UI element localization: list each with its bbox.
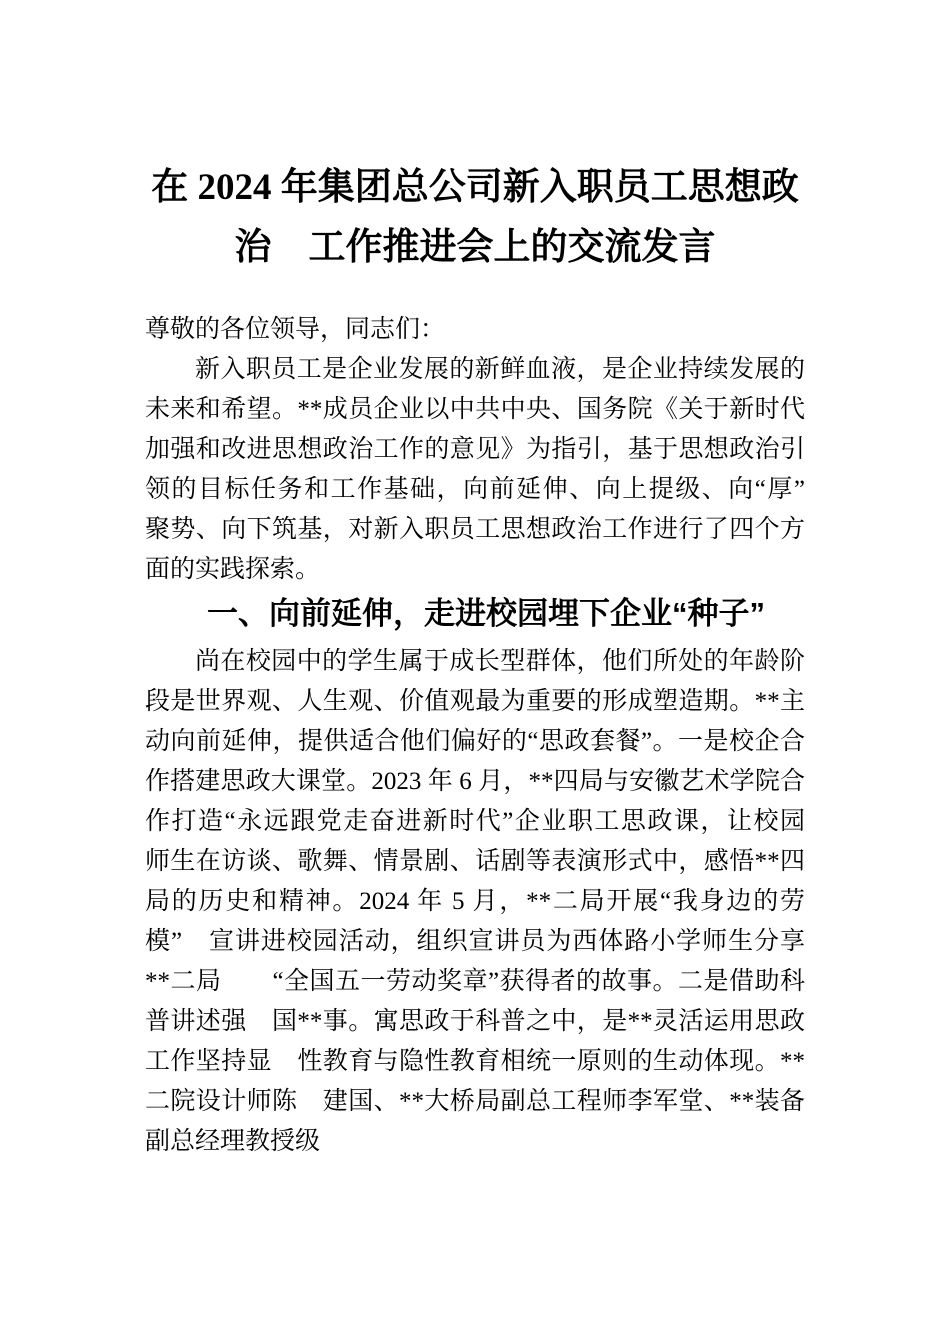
paragraph-line: **二局 “全国五一劳动奖章”获得者的故事。二是借助科: [145, 968, 805, 995]
paragraph-line: 模” 宣讲进校园活动，组织宣讲员为西体路小学师生分享: [145, 928, 805, 955]
paragraph-line: 作搭建思政大课堂。2023 年 6 月，**四局与安徽艺术学院合: [145, 768, 805, 795]
paragraph-line: 普讲述强 国**事。寓思政于科普之中，是**灵活运用思政: [145, 1008, 805, 1035]
title-line-1: 在 2024 年集团总公司新入职员工思想政: [151, 167, 799, 208]
heading-block: [145, 592, 805, 636]
paragraph: [145, 310, 805, 350]
paragraph-line: 聚势、向下筑基，对新入职员工思想政治工作进行了四个方: [145, 516, 805, 543]
paragraph: [145, 642, 805, 1162]
paragraph-line: 作打造“永远跟党走奋进新时代”企业职工思政课，让校园: [145, 808, 805, 835]
paragraph-line: 段是世界观、人生观、价值观最为重要的形成塑造期。**主: [145, 688, 805, 715]
paragraph-line: 领的目标任务和工作基础，向前延伸、向上提级、向“厚”: [145, 476, 805, 503]
title-line-2: 治 工作推进会上的交流发言: [234, 227, 716, 268]
paragraph-line: 新入职员工是企业发展的新鲜血液，是企业持续发展的: [195, 356, 805, 383]
paragraph-line: 工作坚持显 性教育与隐性教育相统一原则的生动体现。**: [145, 1048, 805, 1075]
paragraph: [145, 350, 805, 590]
paragraph-line: 未来和希望。**成员企业以中共中央、国务院《关于新时代: [145, 396, 805, 423]
paragraph-line: 副总经理教授级: [145, 1128, 321, 1155]
section-heading: 一、向前延伸，走进校园埋下企业“种子”: [207, 596, 765, 631]
paragraph-line: 加强和改进思想政治工作的意见》为指引，基于思想政治引: [145, 436, 805, 463]
document-body: [145, 310, 805, 1162]
paragraph-line: 二院设计师陈 建国、**大桥局副总工程师李军堂、**装备: [145, 1088, 805, 1115]
paragraph-line: 局的历史和精神。2024 年 5 月，**二局开展“我身边的劳: [145, 888, 805, 915]
salutation-line: 尊敬的各位领导，同志们：: [145, 316, 446, 343]
paragraph-line: 师生在访谈、歌舞、情景剧、话剧等表演形式中，感悟**四: [145, 848, 805, 875]
paragraph-line: 尚在校园中的学生属于成长型群体，他们所处的年龄阶: [195, 648, 805, 675]
document-title: [145, 158, 805, 278]
paragraph-line: 动向前延伸，提供适合他们偏好的“思政套餐”。一是校企合: [145, 728, 805, 755]
paragraph-line: 面的实践探索。: [145, 556, 321, 583]
